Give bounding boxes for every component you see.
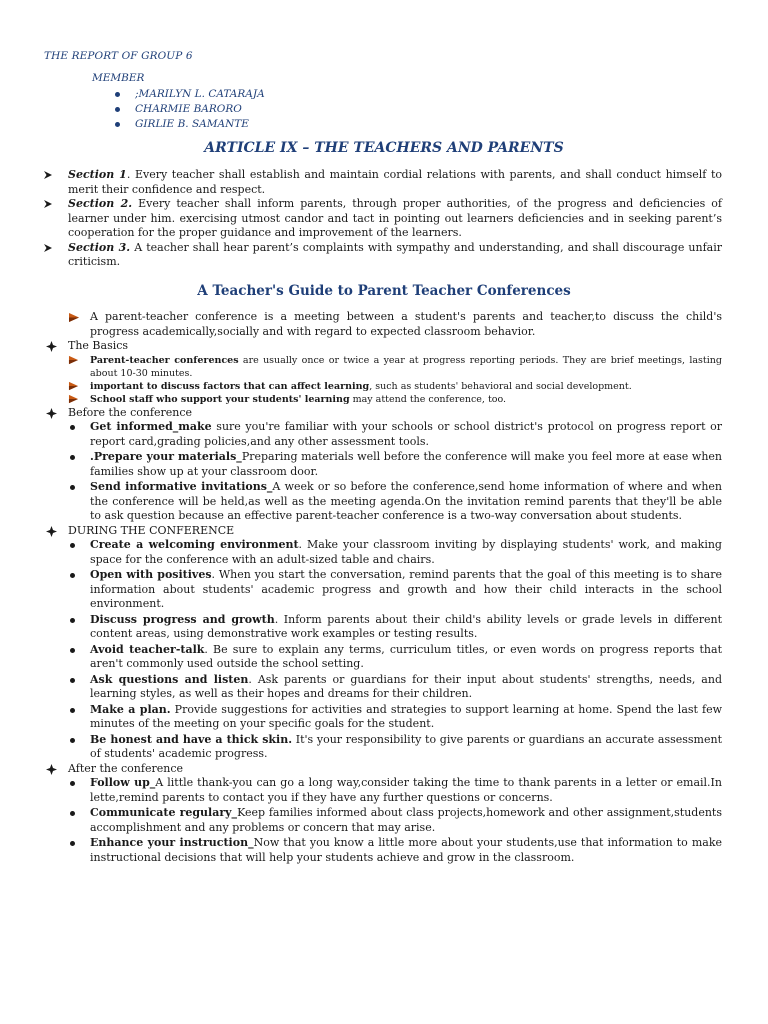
article-sections [44, 168, 722, 270]
arrow-bullet-icon [68, 312, 80, 323]
section-text: A teacher shall hear parent’s complaints with sympathy and understanding, and shall discourage unfair criticism. [68, 240, 722, 268]
bullet-dot-icon [70, 618, 75, 623]
before-item: Send informative invitations_A week or so before the conference,send home information of where and when the conference will be held,as well as the meeting agenda.On the invitation remind parents that they'll be able to ask question because an effective parent-teacher conference is a two-way conversation about students. [68, 480, 722, 524]
diamond-bullet-icon [46, 526, 57, 537]
member-item: CHARMIE BARORO [115, 102, 265, 117]
arrow-bullet-icon [68, 394, 79, 404]
during-item: Make a plan. Provide suggestions for activities and strategies to support learning at home. Spend the last few minutes of the meeting on your specific goals for the student. [68, 703, 722, 732]
bullet-dot-icon [115, 107, 120, 112]
section-heading-before: Before the conference [46, 406, 722, 421]
after-item: Enhance your instruction_Now that you know a little more about your students,use that information to make instructional decisions that will help your students achieve and grow in the classroom. [68, 836, 722, 865]
section-item [44, 241, 722, 270]
bullet-dot-icon [115, 92, 120, 97]
member-item: GIRLIE B. SAMANTE [115, 117, 265, 132]
before-item: Get informed_make sure you're familiar with your schools or school district's protocol on progress report or report card,grading policies,and any other assessment tools. [68, 420, 722, 449]
bullet-dot-icon [70, 708, 75, 713]
basics-item: School staff who support your students' learning may attend the conference, too. [68, 393, 722, 406]
bullet-dot-icon [115, 122, 120, 127]
section-name: Section 3. [68, 240, 131, 254]
during-item: Avoid teacher-talk. Be sure to explain any terms, curriculum titles, or even words on progress reports that aren't commonly used outside the school setting. [68, 643, 722, 672]
bullet-dot-icon [70, 648, 75, 653]
during-item: Ask questions and listen. Ask parents or guardians for their input about students' strengths, needs, and learning styles, as well as their hopes and dreams for their children. [68, 673, 722, 702]
basics-item: Parent-teacher conferences are usually once or twice a year at progress reporting periods. They are brief meetings, lasting about 10-30 minutes. [68, 354, 722, 380]
section-heading-during: DURING THE CONFERENCE [46, 524, 722, 539]
before-item: .Prepare your materials_Preparing materials well before the conference will make you feel more at ease when families show up at your classroom door. [68, 450, 722, 479]
guide-title: A Teacher's Guide to Parent Teacher Conferences [197, 283, 571, 299]
section-item [44, 197, 722, 241]
arrow-bullet-icon [68, 381, 79, 391]
arrowhead-bullet-icon [44, 200, 52, 208]
guide-body [68, 310, 722, 865]
after-item: Communicate regulary_Keep families informed about class projects,homework and other assignment,students accomplishment and any problems or concern that may arise. [68, 806, 722, 835]
bullet-dot-icon [70, 485, 75, 490]
during-item: Be honest and have a thick skin. It's your responsibility to give parents or guardians an accurate assessment of students' academic progress. [68, 733, 722, 762]
intro-paragraph: A parent-teacher conference is a meeting between a student's parents and teacher,to discuss the child's progress academically,socially and with regard to expected classroom behavior. [68, 310, 722, 339]
bullet-dot-icon [70, 455, 75, 460]
section-heading-after: After the conference [46, 762, 722, 777]
bullet-dot-icon [70, 573, 75, 578]
bullet-dot-icon [70, 811, 75, 816]
member-list [115, 87, 265, 132]
diamond-bullet-icon [46, 764, 57, 775]
during-item: Discuss progress and growth. Inform parents about their child's ability levels or grade levels in different content areas, using demonstrative work examples or testing results. [68, 613, 722, 642]
during-item: Open with positives. When you start the conversation, remind parents that the goal of this meeting is to share information about students' academic progress and growth and how their child interacts in the school environment. [68, 568, 722, 612]
arrowhead-bullet-icon [44, 171, 52, 179]
section-item [44, 168, 722, 197]
section-text: Every teacher shall inform parents, through proper authorities, of the progress and deficiencies of learner under him. exercising utmost candor and tact in pointing out learners deficiencies and in seeking parent’s cooperation for the proper guidance and improvement of the learners. [68, 197, 722, 239]
section-text: . Every teacher shall establish and maintain cordial relations with parents, and shall conduct himself to merit their confidence and respect. [68, 168, 723, 196]
bullet-dot-icon [70, 425, 75, 430]
bullet-dot-icon [70, 543, 75, 548]
member-label: MEMBER [92, 72, 145, 84]
bullet-dot-icon [70, 781, 75, 786]
bullet-dot-icon [70, 738, 75, 743]
member-item: ;MARILYN L. CATARAJA [115, 87, 265, 102]
diamond-bullet-icon [46, 408, 57, 419]
section-name: Section 2. [68, 197, 133, 210]
report-title: THE REPORT OF GROUP 6 [44, 50, 193, 62]
bullet-dot-icon [70, 841, 75, 846]
diamond-bullet-icon [46, 341, 57, 352]
arrowhead-bullet-icon [44, 244, 52, 252]
section-heading-basics: The Basics [46, 339, 722, 354]
bullet-dot-icon [70, 678, 75, 683]
after-item: Follow up_A little thank-you can go a long way,consider taking the time to thank parents in a letter or email.In lette,remind parents to contact you if they have any further questions or concerns. [68, 776, 722, 805]
section-name: Section 1 [68, 168, 127, 181]
arrow-bullet-icon [68, 355, 79, 365]
article-title: ARTICLE IX – THE TEACHERS AND PARENTS [204, 140, 564, 156]
basics-item: important to discuss factors that can affect learning, such as students' behavioral and social development. [68, 380, 722, 393]
during-item: Create a welcoming environment. Make your classroom inviting by displaying students' work, and making space for the conference with an adult-sized table and chairs. [68, 538, 722, 567]
